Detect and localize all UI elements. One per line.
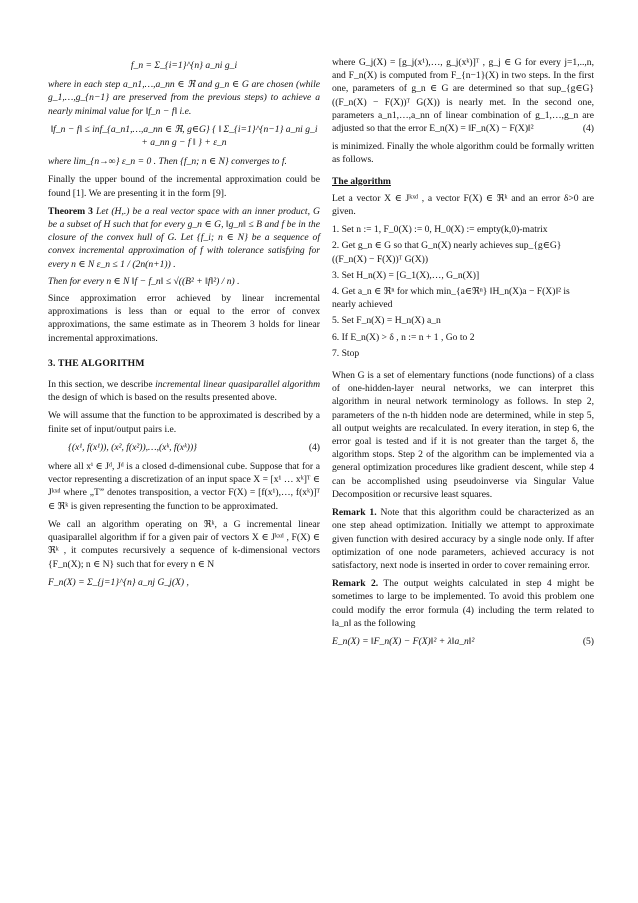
right-column (332, 56, 594, 654)
algorithm-step-4: 4. Get a_n ∈ ℜⁿ for which min_{a∈ℜⁿ} ‖H_n(X)a − F(X)‖² is nearly achieved (332, 286, 570, 311)
equation-number: (4) (582, 123, 594, 135)
equation-number: (5) (582, 635, 594, 647)
paragraph-neural: When G is a set of elementary functions (node functions) of a class of one-hidden-layer neural networks, we can interpret this algorithm in neural network terminology as follows. In step 2, parameters of the n-th hidden node are determined, while in step 5, all output weights are recalculated. In every iteration, in step 6, the error goal is tested and if it is not greater than the target δ, the algorithm stops. Step 2 of the algorithm can be implemented via a general optimization procedures like gradient descent, while step 4 can be accomplished using pseudoinverse via Singular Value Decomposition or recursive least squares. (332, 370, 594, 500)
equation-inf: ‖f_n − f‖ ≤ inf_{a_n1,…,a_nn ∈ ℜ, g∈G} { ‖ Σ_{i=1}^{n−1} a_ni g_i + a_nn g − f ‖ } + ε_n (50, 123, 318, 149)
equation-fn: f_n = Σ_{i=1}^{n} a_ni g_i (130, 60, 238, 71)
equation-5: E_n(X) = ‖F_n(X) − F(X)‖² + λ‖a_n‖² (332, 635, 475, 647)
theorem-body: Let (H,.) be a real vector space with an inner product, G be a subset of H such that for every g_n ∈ G, ‖g_n‖ ≤ B and f be in the closure of the convex hull of G. Let {f_i; n ∈ N} be a sequence of convex incremental approximation of f with tolerance satisfying for every n ∈ N ε_n ≤ 1 / (2n(n+1)) . (48, 205, 320, 270)
paragraph-two-steps: where G_j(X) = [g_j(x¹),…, g_j(xᵏ)]ᵀ , g_j ∈ G for every j=1,..,n, and F_n(X) is computed from F_{n−1}(X) in two steps. In the first one, parameters of g_n ∈ G are determined so that sup_{g∈G}((F_n(X) − F(X))ᵀ G(X)) is nearly met. In the second one, parameters a_n1,…,a_nn of linear combination of g_1,…,g_n are adjusted so that the error E_n(X) = ‖F_n(X) − F(X)‖² (4) (332, 57, 594, 135)
remark-1-heading: Remark 1. (332, 507, 377, 519)
equation-4: {(x¹, f(x¹)), (x², f(x²)),…,(xᵏ, f(xᵏ))} (68, 441, 197, 453)
paragraph-selection: where in each step a_n1,…,a_nn ∈ ℜ and g_n ∈ G are chosen (while g_1,…,g_{n−1} are preserved from the previous steps) to achieve a nearly minimal value for ‖f_n − f‖ i.e. (48, 79, 320, 117)
theorem-3 (48, 205, 320, 271)
algorithm-step-2: 2. Get g_n ∈ G so that G_n(X) nearly achieves sup_{g∈G}((F_n(X) − F(X))ᵀ G(X)) (332, 240, 562, 265)
remark-2-heading: Remark 2. (332, 578, 379, 590)
paragraph-discretization: where all xⁱ ∈ Jᵈ, Jᵈ is a closed d-dimensional cube. Suppose that for a vector representing a discretization of an input space X = [x¹ … xᵏ]ᵀ ∈ Jᵏˣᵈ where „T” denotes transposition, a vector F(X) = [f(x¹),…, f(xᵏ)]ᵀ ∈ ℜᵏ is given representing the function to be approximated. (48, 461, 320, 512)
algorithm-step-7: 7. Stop (332, 347, 360, 359)
paragraph-limit: where lim_{n→∞} ε_n = 0 . Then {f_n; n ∈ N} converges to f. (48, 156, 287, 168)
algorithm-title: The algorithm (332, 175, 391, 187)
algorithm-step-3: 3. Set H_n(X) = [G_1(X),…, G_n(X)] (332, 269, 480, 281)
equation-number: (4) (308, 441, 320, 453)
paragraph-upper-bound: Finally the upper bound of the incremental approximation could be found [1]. We are presenting it in the form [9]. (48, 174, 320, 199)
algorithm-name: incremental linear quasiparallel algorithm (155, 379, 320, 391)
theorem-heading: Theorem 3 (48, 205, 93, 217)
remark-1: Remark 1. Note that this algorithm could be characterized as an one step ahead optimization. Initially we attempt to approximate given function with desired accuracy by a single node only. If after optimization of one node parameters, achieved accuracy is not satisfactory, next node is inserted in order to cover remaining error. (332, 507, 594, 571)
paragraph-estimate: Since approximation error achieved by linear incremental approximations is less than or equal to the error of convex approximations, the same estimate as in Theorem 3 holds for linear incremental approximations. (48, 293, 320, 344)
paragraph-assume: We will assume that the function to be approximated is described by a finite set of input/output pairs i.e. (48, 410, 320, 435)
algorithm-step-6: 6. If E_n(X) > δ , n := n + 1 , Go to 2 (332, 331, 475, 343)
equation-Fn: F_n(X) = Σ_{j=1}^{n} a_nj G_j(X) , (48, 576, 189, 588)
algorithm-step-5: 5. Set F_n(X) = H_n(X) a_n (332, 315, 441, 327)
section-heading: 3. THE ALGORITHM (48, 357, 145, 369)
remark-2: Remark 2. The output weights calculated in step 4 might be sometimes to large to be implemented. To avoid this problem one could modify the error formula (4) including the term related to ‖a_n‖ as the following (332, 578, 594, 629)
paragraph-minimized: is minimized. Finally the whole algorithm could be formally written as follows. (332, 141, 594, 166)
theorem-conclusion: Then for every n ∈ N ‖f − f_n‖ ≤ √((B² + ‖f‖²) / n) . (48, 275, 240, 287)
equation-5-row (332, 635, 594, 648)
paragraph-intro: In this section, we describe incremental linear quasiparallel algorithm the design of which is based on the results presented above. (48, 379, 320, 404)
paragraph-definition: We call an algorithm operating on ℜᵏ, a G incremental linear quasiparallel algorithm if for a given pair of vectors X ∈ Jᵏˣᵈ , F(X) ∈ ℜᵏ , it computes recursively a sequence of k-dimensional vectors {F_n(X); n ∈ N} such that for every n ∈ N (48, 518, 320, 570)
equation-4-row (48, 441, 320, 454)
left-column (48, 56, 320, 595)
algorithm-intro: Let a vector X ∈ Jᵏˣᵈ , a vector F(X) ∈ ℜᵏ and an error δ>0 are given. (332, 192, 594, 218)
algorithm-step-1: 1. Set n := 1, F_0(X) := 0, H_0(X) := empty(k,0)-matrix (332, 224, 548, 236)
